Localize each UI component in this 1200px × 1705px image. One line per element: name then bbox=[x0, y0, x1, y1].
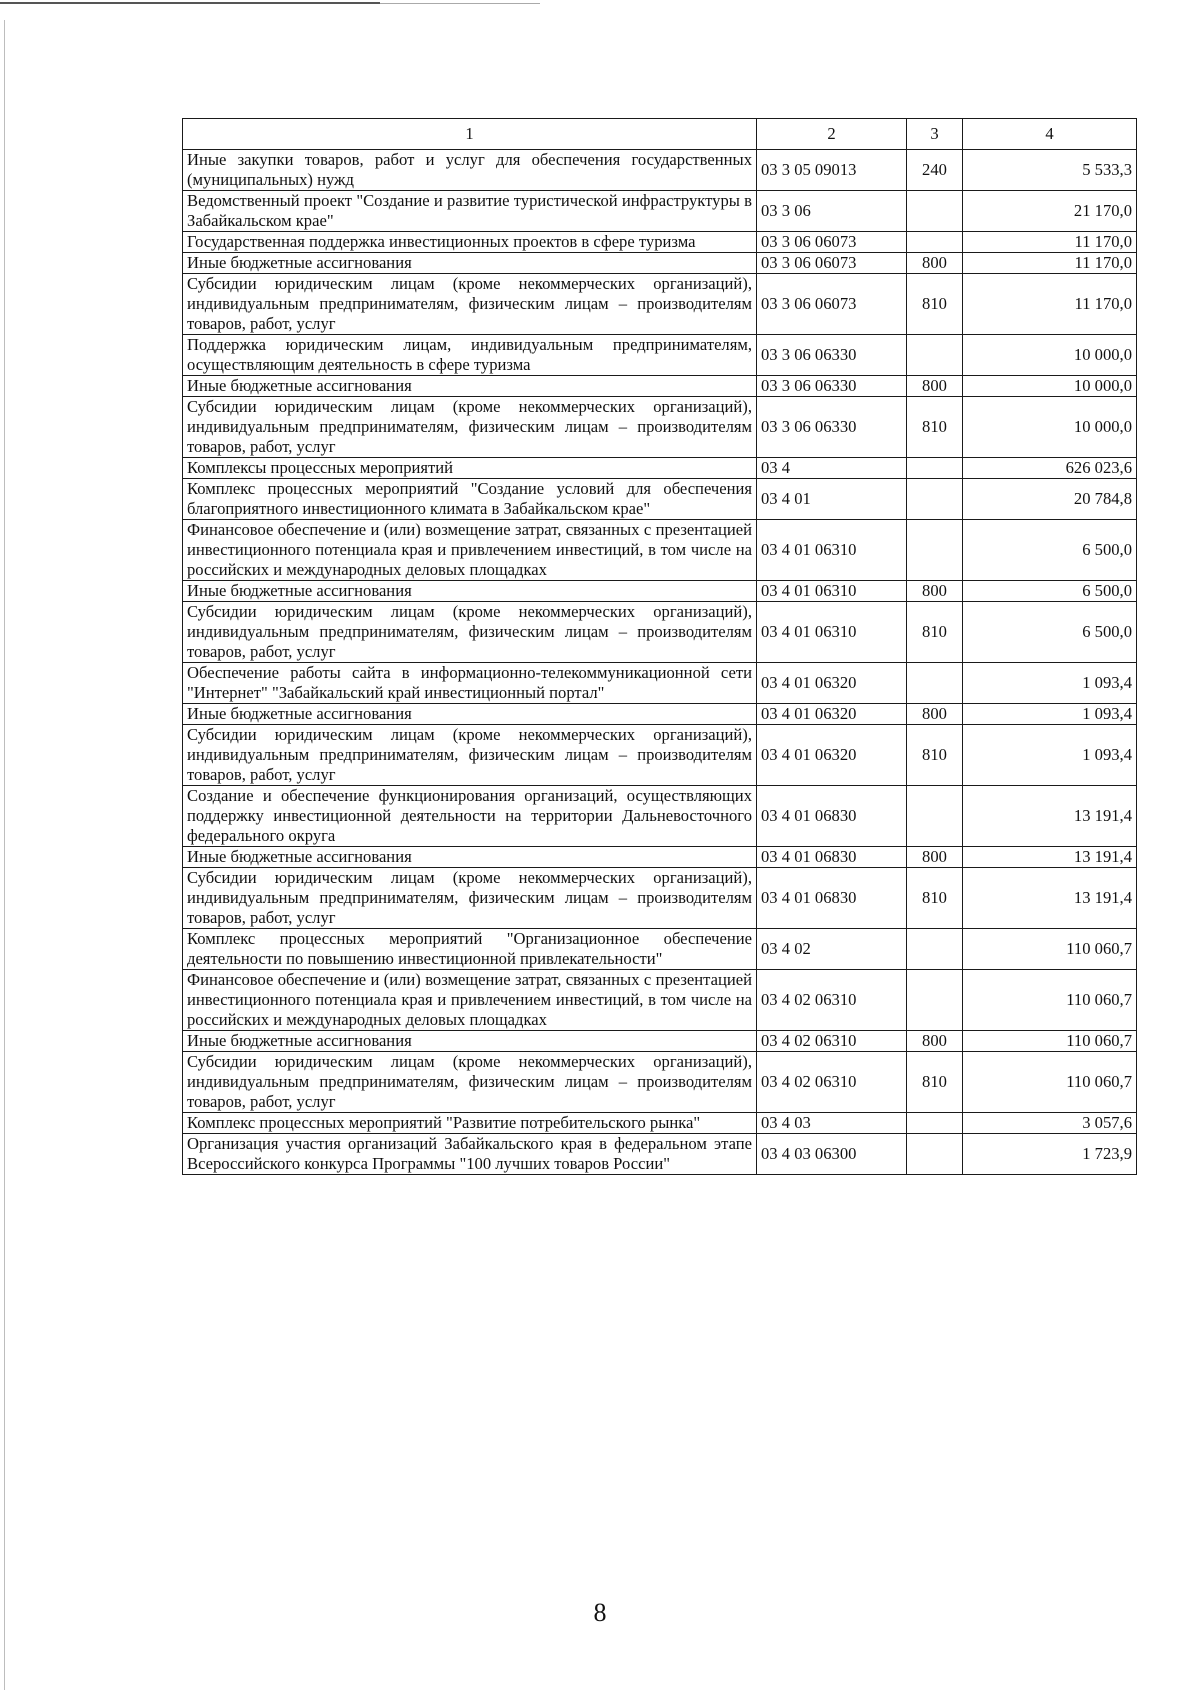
table-row bbox=[183, 581, 1137, 602]
table-row bbox=[183, 929, 1137, 970]
row-name-cell: Государственная поддержка инвестиционных проектов в сфере туризма bbox=[183, 232, 757, 253]
row-code-cell: 03 3 06 06330 bbox=[757, 397, 907, 458]
row-code-cell: 03 4 02 bbox=[757, 929, 907, 970]
row-type-cell bbox=[907, 1134, 963, 1175]
table-row bbox=[183, 868, 1137, 929]
column-header-4: 4 bbox=[963, 119, 1137, 150]
row-code-cell: 03 4 02 06310 bbox=[757, 1052, 907, 1113]
row-sum-cell: 626 023,6 bbox=[963, 458, 1137, 479]
row-name-cell: Ведомственный проект "Создание и развитие туристической инфраструктуры в Забайкальском крае" bbox=[183, 191, 757, 232]
row-sum-cell: 11 170,0 bbox=[963, 274, 1137, 335]
row-type-cell: 800 bbox=[907, 581, 963, 602]
scan-top-rule-faint bbox=[380, 3, 540, 4]
row-type-cell bbox=[907, 970, 963, 1031]
column-header-2: 2 bbox=[757, 119, 907, 150]
page-number: 8 bbox=[593, 1598, 607, 1627]
row-name-cell: Субсидии юридическим лицам (кроме некоммерческих организаций), индивидуальным предпринимателям, физическим лицам – производителям товаров, работ, услуг bbox=[183, 725, 757, 786]
row-type-cell bbox=[907, 479, 963, 520]
row-sum-cell: 13 191,4 bbox=[963, 847, 1137, 868]
row-code-cell: 03 4 01 bbox=[757, 479, 907, 520]
row-name-cell: Иные бюджетные ассигнования bbox=[183, 253, 757, 274]
row-sum-cell: 13 191,4 bbox=[963, 786, 1137, 847]
row-code-cell: 03 4 02 06310 bbox=[757, 1031, 907, 1052]
row-code-cell: 03 4 02 06310 bbox=[757, 970, 907, 1031]
row-code-cell: 03 4 01 06310 bbox=[757, 520, 907, 581]
row-name-cell: Комплексы процессных мероприятий bbox=[183, 458, 757, 479]
row-code-cell: 03 4 01 06830 bbox=[757, 868, 907, 929]
row-sum-cell: 6 500,0 bbox=[963, 520, 1137, 581]
row-type-cell: 800 bbox=[907, 704, 963, 725]
row-code-cell: 03 3 06 06073 bbox=[757, 253, 907, 274]
row-type-cell: 240 bbox=[907, 150, 963, 191]
row-code-cell: 03 4 01 06310 bbox=[757, 581, 907, 602]
table-row bbox=[183, 786, 1137, 847]
row-sum-cell: 13 191,4 bbox=[963, 868, 1137, 929]
row-code-cell: 03 3 06 06073 bbox=[757, 232, 907, 253]
table-row bbox=[183, 704, 1137, 725]
row-code-cell: 03 4 01 06310 bbox=[757, 602, 907, 663]
table-body bbox=[183, 150, 1137, 1175]
row-sum-cell: 11 170,0 bbox=[963, 232, 1137, 253]
row-code-cell: 03 4 01 06830 bbox=[757, 847, 907, 868]
table-row bbox=[183, 232, 1137, 253]
row-sum-cell: 6 500,0 bbox=[963, 602, 1137, 663]
budget-table bbox=[182, 118, 1137, 1175]
row-sum-cell: 11 170,0 bbox=[963, 253, 1137, 274]
table-row bbox=[183, 1052, 1137, 1113]
row-type-cell: 810 bbox=[907, 397, 963, 458]
row-code-cell: 03 4 bbox=[757, 458, 907, 479]
table-row bbox=[183, 150, 1137, 191]
table-row bbox=[183, 253, 1137, 274]
row-type-cell: 800 bbox=[907, 376, 963, 397]
row-sum-cell: 6 500,0 bbox=[963, 581, 1137, 602]
row-type-cell: 800 bbox=[907, 1031, 963, 1052]
table-row bbox=[183, 1134, 1137, 1175]
row-sum-cell: 3 057,6 bbox=[963, 1113, 1137, 1134]
row-name-cell: Организация участия организаций Забайкальского края в федеральном этапе Всероссийского конкурса Программы "100 лучших товаров России" bbox=[183, 1134, 757, 1175]
row-type-cell: 810 bbox=[907, 602, 963, 663]
row-name-cell: Иные бюджетные ассигнования bbox=[183, 376, 757, 397]
row-sum-cell: 110 060,7 bbox=[963, 970, 1137, 1031]
row-type-cell bbox=[907, 458, 963, 479]
table-row bbox=[183, 847, 1137, 868]
row-code-cell: 03 4 03 bbox=[757, 1113, 907, 1134]
row-name-cell: Иные закупки товаров, работ и услуг для обеспечения государственных (муниципальных) нужд bbox=[183, 150, 757, 191]
row-name-cell: Иные бюджетные ассигнования bbox=[183, 704, 757, 725]
table-row bbox=[183, 520, 1137, 581]
row-type-cell: 800 bbox=[907, 847, 963, 868]
column-header-3: 3 bbox=[907, 119, 963, 150]
row-name-cell: Поддержка юридическим лицам, индивидуальным предпринимателям, осуществляющим деятельность в сфере туризма bbox=[183, 335, 757, 376]
row-name-cell: Комплекс процессных мероприятий "Развитие потребительского рынка" bbox=[183, 1113, 757, 1134]
row-sum-cell: 1 723,9 bbox=[963, 1134, 1137, 1175]
row-name-cell: Субсидии юридическим лицам (кроме некоммерческих организаций), индивидуальным предпринимателям, физическим лицам – производителям товаров, работ, услуг bbox=[183, 868, 757, 929]
row-type-cell bbox=[907, 191, 963, 232]
row-sum-cell: 1 093,4 bbox=[963, 725, 1137, 786]
row-sum-cell: 110 060,7 bbox=[963, 1052, 1137, 1113]
row-sum-cell: 110 060,7 bbox=[963, 929, 1137, 970]
row-name-cell: Обеспечение работы сайта в информационно-телекоммуникационной сети "Интернет" "Забайкальский край инвестиционный портал" bbox=[183, 663, 757, 704]
row-type-cell: 810 bbox=[907, 274, 963, 335]
row-sum-cell: 10 000,0 bbox=[963, 376, 1137, 397]
row-sum-cell: 10 000,0 bbox=[963, 335, 1137, 376]
row-type-cell bbox=[907, 929, 963, 970]
row-type-cell bbox=[907, 335, 963, 376]
row-sum-cell: 20 784,8 bbox=[963, 479, 1137, 520]
row-code-cell: 03 3 05 09013 bbox=[757, 150, 907, 191]
column-header-1: 1 bbox=[183, 119, 757, 150]
table-row bbox=[183, 663, 1137, 704]
row-name-cell: Комплекс процессных мероприятий "Создание условий для обеспечения благоприятного инвестиционного климата в Забайкальском крае" bbox=[183, 479, 757, 520]
row-name-cell: Иные бюджетные ассигнования bbox=[183, 1031, 757, 1052]
table-row bbox=[183, 602, 1137, 663]
table-row bbox=[183, 458, 1137, 479]
row-name-cell: Комплекс процессных мероприятий "Организационное обеспечение деятельности по повышению инвестиционной привлекательности" bbox=[183, 929, 757, 970]
row-type-cell bbox=[907, 786, 963, 847]
row-type-cell: 800 bbox=[907, 253, 963, 274]
row-sum-cell: 110 060,7 bbox=[963, 1031, 1137, 1052]
table-row bbox=[183, 191, 1137, 232]
row-sum-cell: 21 170,0 bbox=[963, 191, 1137, 232]
row-type-cell: 810 bbox=[907, 868, 963, 929]
table-row bbox=[183, 970, 1137, 1031]
row-type-cell bbox=[907, 520, 963, 581]
scan-left-edge bbox=[4, 20, 5, 1690]
row-name-cell: Создание и обеспечение функционирования организаций, осуществляющих поддержку инвестиционной деятельности на территории Дальневосточного федерального округа bbox=[183, 786, 757, 847]
row-type-cell bbox=[907, 1113, 963, 1134]
row-code-cell: 03 3 06 bbox=[757, 191, 907, 232]
row-sum-cell: 5 533,3 bbox=[963, 150, 1137, 191]
table-row bbox=[183, 1113, 1137, 1134]
row-name-cell: Субсидии юридическим лицам (кроме некоммерческих организаций), индивидуальным предпринимателям, физическим лицам – производителям товаров, работ, услуг bbox=[183, 274, 757, 335]
row-code-cell: 03 4 03 06300 bbox=[757, 1134, 907, 1175]
row-name-cell: Субсидии юридическим лицам (кроме некоммерческих организаций), индивидуальным предпринимателям, физическим лицам – производителям товаров, работ, услуг bbox=[183, 397, 757, 458]
row-type-cell: 810 bbox=[907, 1052, 963, 1113]
table-header-row bbox=[183, 119, 1137, 150]
table-row bbox=[183, 725, 1137, 786]
row-type-cell: 810 bbox=[907, 725, 963, 786]
table-row bbox=[183, 376, 1137, 397]
table-row bbox=[183, 274, 1137, 335]
row-name-cell: Субсидии юридическим лицам (кроме некоммерческих организаций), индивидуальным предпринимателям, физическим лицам – производителям товаров, работ, услуг bbox=[183, 602, 757, 663]
row-sum-cell: 1 093,4 bbox=[963, 663, 1137, 704]
row-code-cell: 03 4 01 06830 bbox=[757, 786, 907, 847]
row-name-cell: Иные бюджетные ассигнования bbox=[183, 581, 757, 602]
row-name-cell: Финансовое обеспечение и (или) возмещение затрат, связанных с презентацией инвестиционного потенциала края и привлечением инвестиций, в том числе на российских и международных деловых площадках bbox=[183, 520, 757, 581]
row-code-cell: 03 4 01 06320 bbox=[757, 704, 907, 725]
row-code-cell: 03 3 06 06073 bbox=[757, 274, 907, 335]
table-row bbox=[183, 1031, 1137, 1052]
scan-top-rule bbox=[0, 2, 380, 4]
row-code-cell: 03 4 01 06320 bbox=[757, 663, 907, 704]
table-row bbox=[183, 479, 1137, 520]
row-code-cell: 03 3 06 06330 bbox=[757, 335, 907, 376]
table-row bbox=[183, 335, 1137, 376]
row-name-cell: Иные бюджетные ассигнования bbox=[183, 847, 757, 868]
row-name-cell: Субсидии юридическим лицам (кроме некоммерческих организаций), индивидуальным предпринимателям, физическим лицам – производителям товаров, работ, услуг bbox=[183, 1052, 757, 1113]
row-sum-cell: 10 000,0 bbox=[963, 397, 1137, 458]
row-sum-cell: 1 093,4 bbox=[963, 704, 1137, 725]
row-type-cell bbox=[907, 663, 963, 704]
table-row bbox=[183, 397, 1137, 458]
row-code-cell: 03 4 01 06320 bbox=[757, 725, 907, 786]
row-code-cell: 03 3 06 06330 bbox=[757, 376, 907, 397]
row-type-cell bbox=[907, 232, 963, 253]
row-name-cell: Финансовое обеспечение и (или) возмещение затрат, связанных с презентацией инвестиционного потенциала края и привлечением инвестиций, в том числе на российских и международных деловых площадках bbox=[183, 970, 757, 1031]
